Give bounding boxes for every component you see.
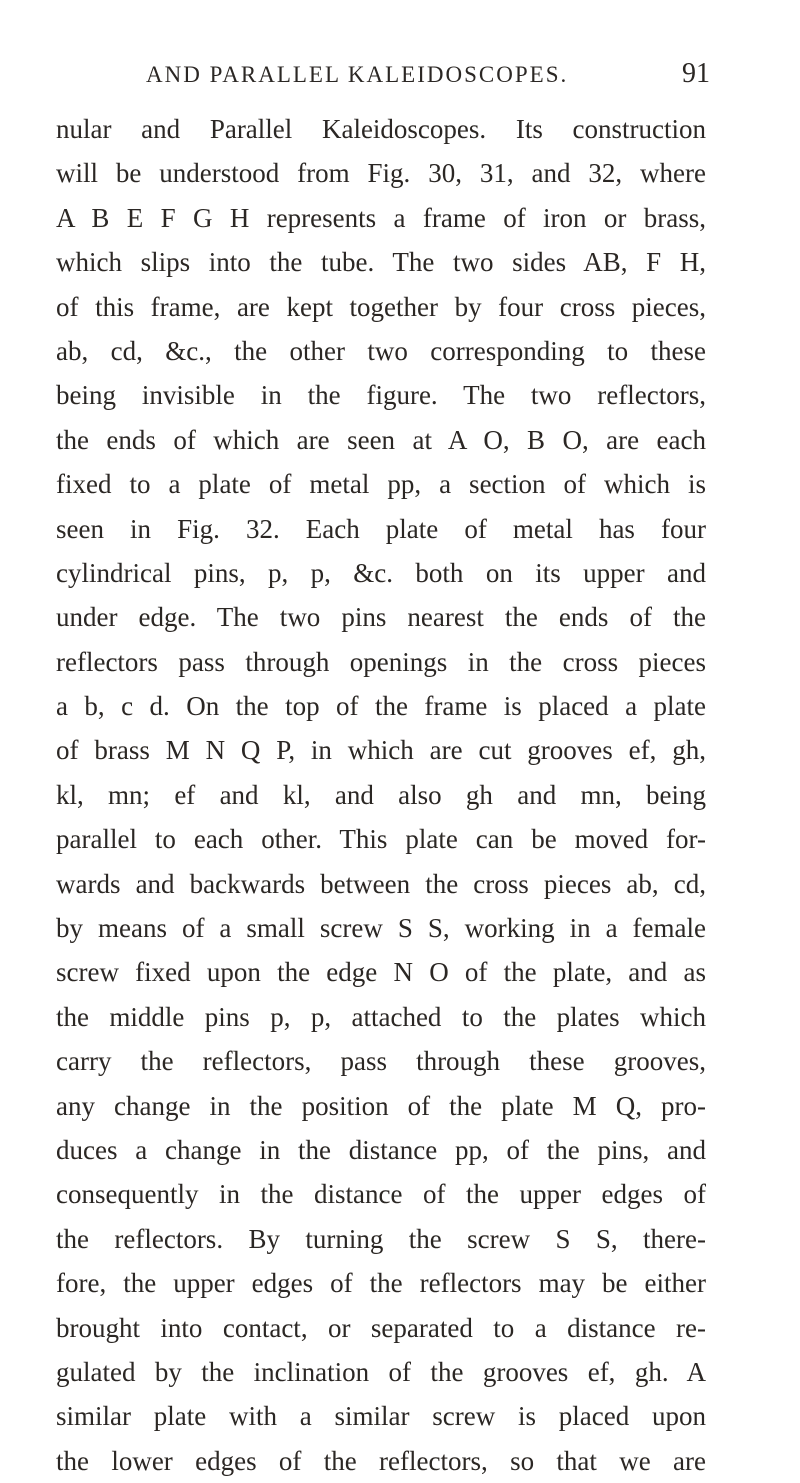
text-line: brought into contact, or separated to a distance re-: [56, 1312, 706, 1343]
text-line: fixed to a plate of metal pp, a section of which is: [56, 469, 706, 500]
text-line: under edge. The two pins nearest the ends of the: [56, 602, 706, 633]
text-line: screw fixed upon the edge N O of the plate, and as: [56, 957, 706, 988]
running-head: [140, 60, 710, 96]
text-line: being invisible in the figure. The two reflectors,: [56, 380, 706, 411]
text-line: nular and Parallel Kaleidoscopes. Its construction: [56, 114, 706, 144]
text-line: the middle pins p, p, attached to the plates which: [56, 1001, 706, 1032]
text-line: which slips into the tube. The two sides AB, F H,: [56, 247, 706, 278]
text-line: of brass M N Q P, in which are cut grooves ef, gh,: [56, 735, 706, 766]
text-line: any change in the position of the plate M Q, pro-: [56, 1090, 706, 1121]
body-text: [56, 107, 706, 1483]
text-line: gulated by the inclination of the grooves ef, gh. A: [56, 1356, 706, 1387]
text-line: the lower edges of the reflectors, so that we are: [56, 1445, 706, 1476]
text-line: carry the reflectors, pass through these grooves,: [56, 1046, 706, 1077]
text-line: fore, the upper edges of the reflectors may be either: [56, 1268, 706, 1299]
text-line: reflectors pass through openings in the cross pieces: [56, 646, 706, 677]
text-line: consequently in the distance of the upper edges of: [56, 1179, 706, 1210]
text-line: ab, cd, &c., the other two corresponding to these: [56, 335, 706, 366]
page-number: 91: [682, 58, 710, 89]
text-line: similar plate with a similar screw is placed upon: [56, 1401, 706, 1432]
text-line: kl, mn; ef and kl, and also gh and mn, being: [56, 779, 706, 810]
running-title: AND PARALLEL KALEIDOSCOPES.: [146, 62, 569, 87]
text-line: will be understood from Fig. 30, 31, and 32, where: [56, 158, 706, 189]
text-line: seen in Fig. 32. Each plate of metal has four: [56, 513, 706, 544]
text-line: by means of a small screw S S, working in a female: [56, 913, 706, 944]
text-line: a b, c d. On the top of the frame is placed a plate: [56, 691, 706, 722]
text-line: parallel to each other. This plate can be moved for-: [56, 824, 706, 855]
text-line: wards and backwards between the cross pieces ab, cd,: [56, 868, 706, 899]
text-line: the reflectors. By turning the screw S S, there-: [56, 1223, 706, 1254]
text-line: duces a change in the distance pp, of the pins, and: [56, 1134, 706, 1165]
text-line: cylindrical pins, p, p, &c. both on its upper and: [56, 557, 706, 588]
text-line: A B E F G H represents a frame of iron or brass,: [56, 202, 706, 233]
text-line: the ends of which are seen at A O, B O, are each: [56, 424, 706, 455]
text-line: of this frame, are kept together by four cross pieces,: [56, 291, 706, 322]
